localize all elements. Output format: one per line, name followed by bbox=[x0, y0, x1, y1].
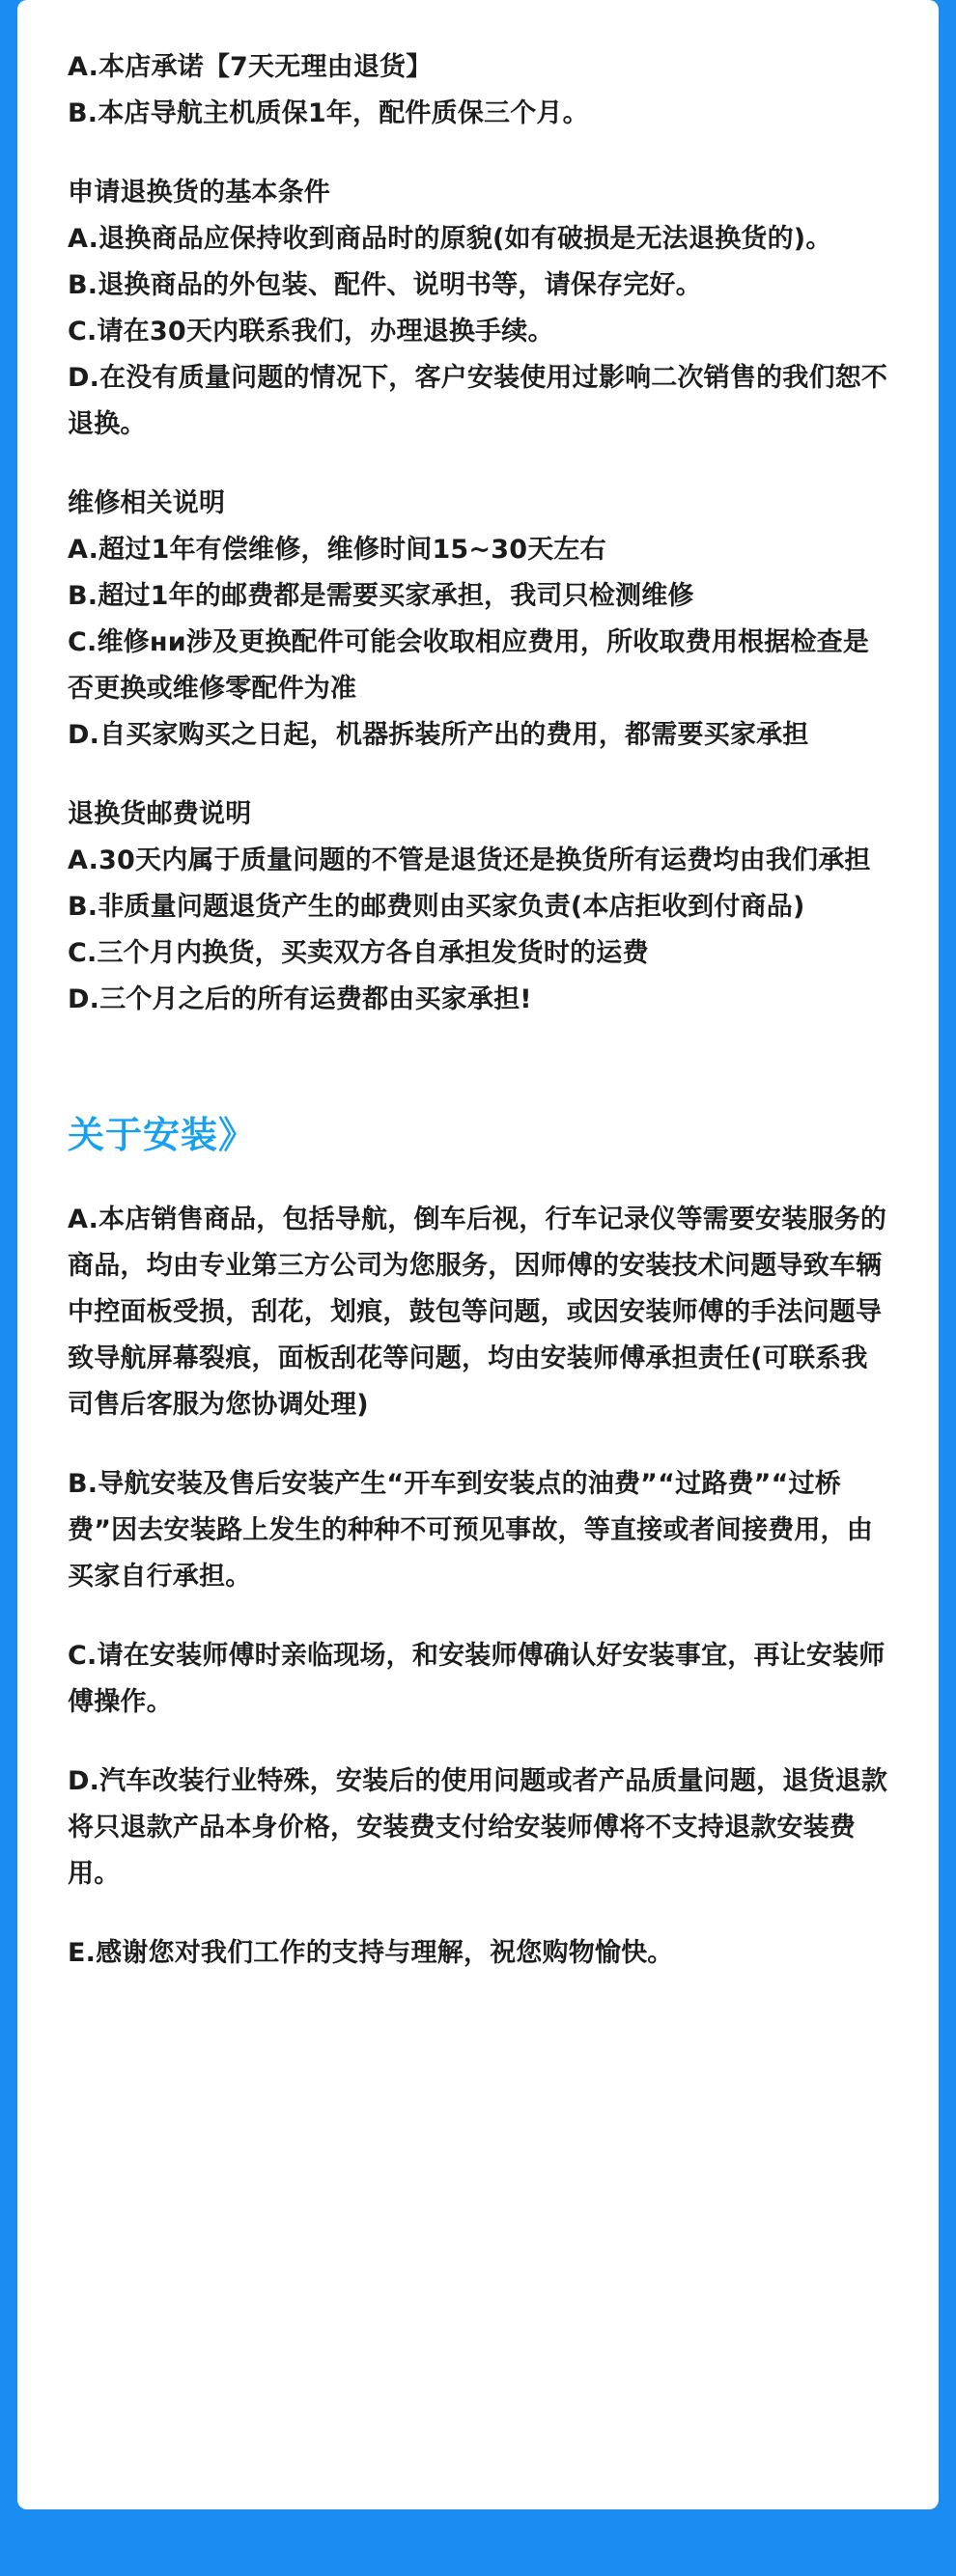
installation-paragraph: E.感谢您对我们工作的支持与理解，祝您购物愉快。 bbox=[68, 1938, 674, 1968]
shipping-line: C.三个月内换货，买卖双方各自承担发货时的运费 bbox=[68, 938, 649, 968]
repair-line: A.超过1年有偿维修，维修时间15~30天左右 bbox=[68, 535, 606, 565]
installation-paragraph: A.本店销售商品，包括导航，倒车后视，行车记录仪等需要安装服务的商品，均由专业第三方公司为您服务，因师傅的安装技术问题导致车辆中控面板受损，刮花，划痕，鼓包等问题，或因安装师傅的手法问题导致导航屏幕裂痕，面板刮花等问题，均由安装师傅承担责任(可联系我司售后客服为您协调处理) bbox=[68, 1205, 887, 1420]
shipping-line: D.三个月之后的所有运费都由买家承担! bbox=[68, 984, 532, 1014]
conditions-block bbox=[68, 170, 888, 448]
conditions-line: B.退换商品的外包装、配件、说明书等，请保存完好。 bbox=[68, 270, 702, 300]
return-promise-block bbox=[68, 44, 888, 137]
shipping-title: 退换货邮费说明 bbox=[68, 799, 252, 829]
installation-paragraph: D.汽车改装行业特殊，安装后的使用问题或者产品质量问题，退货退款将只退款产品本身价格，安装费支付给安装师傅将不支持退款安装费用。 bbox=[68, 1766, 888, 1889]
conditions-line: A.退换商品应保持收到商品时的原貌(如有破损是无法退换货的)。 bbox=[68, 224, 832, 254]
shipping-line: A.30天内属于质量问题的不管是退货还是换货所有运费均由我们承担 bbox=[68, 845, 871, 875]
content-sheet bbox=[17, 0, 939, 2509]
right-edge-band bbox=[939, 0, 956, 2576]
conditions-title: 申请退换货的基本条件 bbox=[68, 178, 330, 208]
shipping-line: B.非质量问题退货产生的邮费则由买家负责(本店拒收到付商品) bbox=[68, 892, 805, 922]
left-edge-band bbox=[0, 0, 17, 2576]
installation-paragraph: C.请在安装师傅时亲临现场，和安装师傅确认好安装事宜，再让安装师傅操作。 bbox=[68, 1641, 886, 1717]
repair-line: C.维修ни涉及更换配件可能会收取相应费用，所收取费用根据检查是否更换或维修零配件为准 bbox=[68, 627, 870, 704]
repair-block bbox=[68, 481, 888, 759]
repair-title: 维修相关说明 bbox=[68, 488, 226, 518]
return-promise-line: A.本店承诺【7天无理由退货】 bbox=[68, 52, 433, 82]
conditions-line: C.请在30天内联系我们，办理退换手续。 bbox=[68, 317, 554, 346]
return-promise-line: B.本店导航主机质保1年，配件质保三个月。 bbox=[68, 98, 589, 128]
installation-section-title: 关于安装》 bbox=[68, 1114, 257, 1156]
repair-line: B.超过1年的邮费都是需要买家承担，我司只检测维修 bbox=[68, 581, 694, 611]
conditions-line: D.在没有质量问题的情况下，客户安装使用过影响二次销售的我们恕不退换。 bbox=[68, 363, 888, 439]
installation-paragraph: B.导航安装及售后安装产生“开车到安装点的油费”“过路费”“过桥费”因去安装路上发生的种种不可预见事故，等直接或者间接费用，由买家自行承担。 bbox=[68, 1469, 873, 1592]
shipping-block bbox=[68, 791, 888, 1023]
repair-line: D.自买家购买之日起，机器拆装所产出的费用，都需要买家承担 bbox=[68, 720, 809, 750]
installation-block bbox=[68, 1108, 888, 1977]
section-spacer bbox=[68, 1056, 888, 1108]
